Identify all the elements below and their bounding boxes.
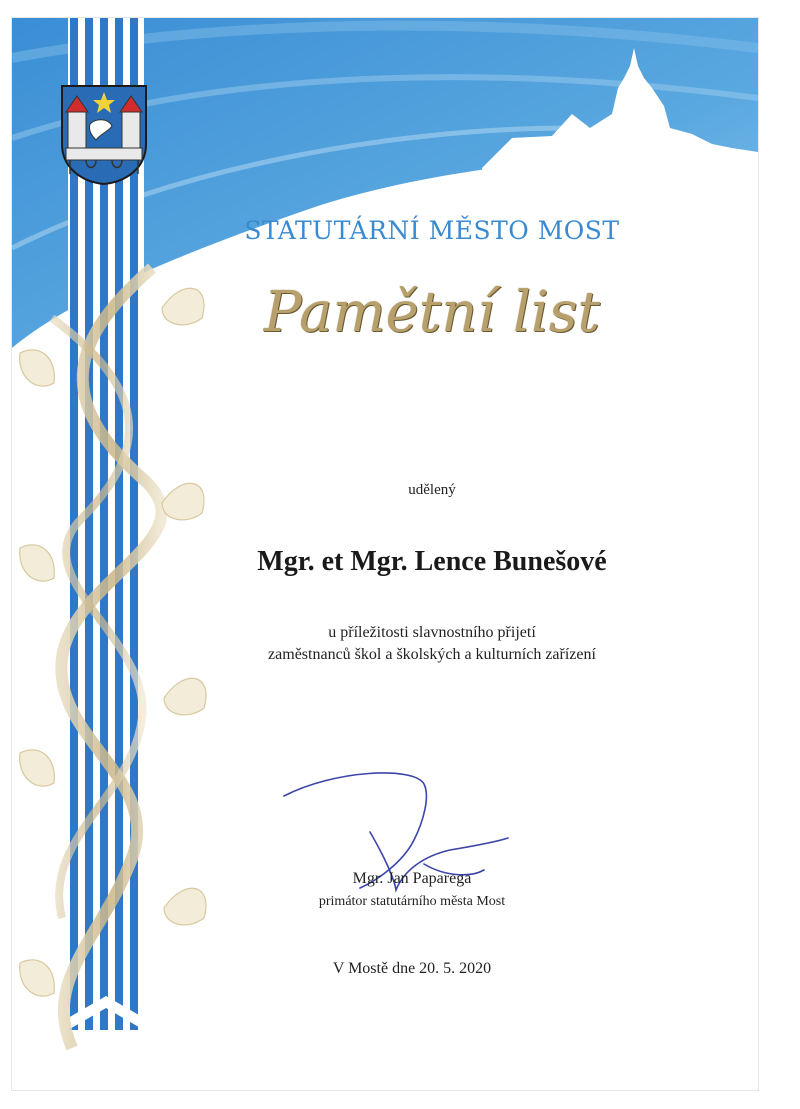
granted-label: udělený (408, 482, 456, 498)
city-crest-icon (60, 84, 148, 186)
certificate-sheet (12, 18, 758, 1090)
recipient-name: Mgr. et Mgr. Lence Bunešové (257, 546, 607, 577)
occasion-line-1: u příležitosti slavnostního přijetí (328, 624, 536, 641)
occasion-line-2: zaměstnanců škol a školských a kulturních zařízení (268, 646, 596, 663)
city-heading: STATUTÁRNÍ MĚSTO MOST (244, 216, 620, 245)
place-and-date: V Mostě dne 20. 5. 2020 (332, 960, 492, 977)
certificate-title: Pamětní list (263, 280, 601, 345)
occasion-text (152, 622, 712, 666)
signer-name: Mgr. Jan Paparega (352, 870, 472, 887)
signer-role: primátor statutárního města Most (318, 894, 506, 909)
